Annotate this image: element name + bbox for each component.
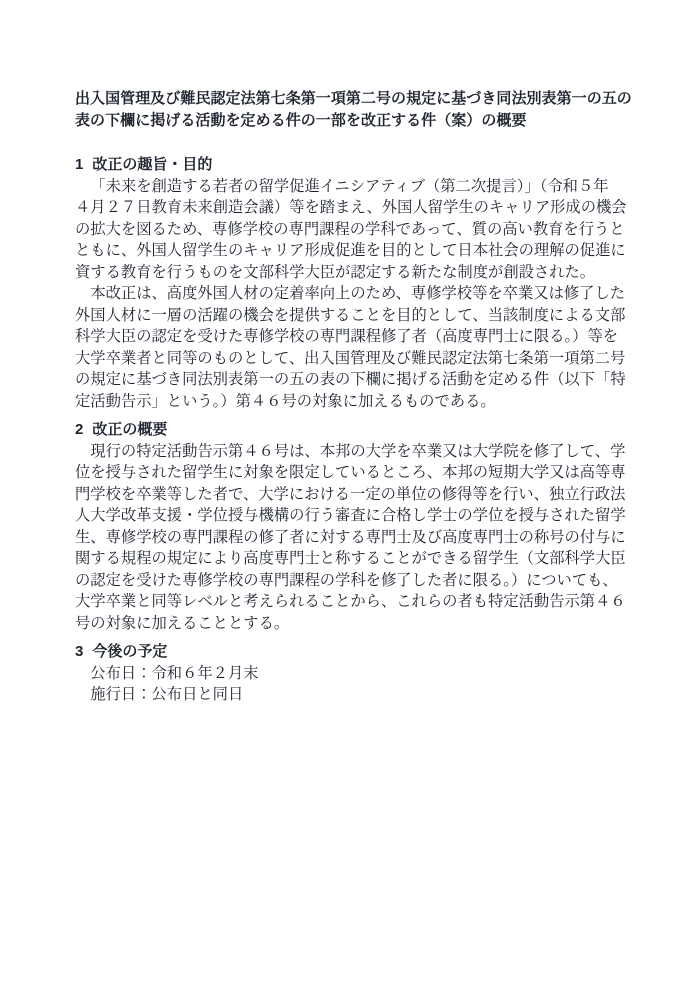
text-line: ともに、外国人留学生のキャリア形成促進を目的として日本社会の理解の促進に [75, 242, 626, 259]
paragraph [75, 176, 630, 284]
title-line: 出入国管理及び難民認定法第七条第一項第二号の規定に基づき同法別表第一の五の [75, 90, 632, 107]
text-line: 「未来を創造する若者の留学促進イニシアティブ（第二次提言）」（令和５年 [90, 177, 609, 195]
text-line: 位を授与された留学生に対象を限定しているところ、本邦の短期大学又は高等専 [75, 464, 626, 481]
section-number: 1 [75, 156, 84, 173]
section-1 [75, 154, 630, 412]
section-heading-label: 改正の趣旨・目的 [92, 156, 213, 173]
text-line: の拡大を図るため、専修学校の専門課程の学科であって、質の高い教育を行うと [75, 220, 625, 238]
text-line: 公布日：令和６年２月末 [90, 664, 259, 682]
text-line: ４月２７日教育未来創造会議）等を踏まえ、外国人留学生のキャリア形成の機会 [75, 199, 627, 216]
document-title [75, 88, 630, 132]
text-line: 大学卒業者と同等のものとして、出入国管理及び難民認定法第七条第一項第二号 [75, 349, 626, 367]
text-line: 定活動告示」という。）第４６号の対象に加えるものである。 [75, 392, 496, 410]
text-line: 科学大臣の認定を受けた専修学校の専門課程修了者（高度専門士に限る。）等を [75, 328, 619, 345]
text-line: 資する教育を行うものを文部科学大臣が認定する新たな制度が創設された。 [75, 263, 596, 281]
text-line: 本改正は、高度外国人材の定着率向上のため、専修学校等を卒業又は修了した [90, 285, 626, 302]
text-line: 大学卒業と同等レベルと考えられることから、これらの者も特定活動告示第４６ [75, 593, 626, 610]
text-line: の認定を受けた専修学校の専門課程の学科を修了した者に限る。）についても、 [75, 571, 618, 589]
sections-container [75, 154, 630, 706]
section-heading-label: 今後の予定 [92, 643, 168, 660]
text-line: の規定に基づき同法別表第一の五の表の下欄に掲げる活動を定める件（以下「特 [75, 371, 626, 388]
title-line: 表の下欄に掲げる活動を定める件の一部を改正する件（案）の概要 [75, 112, 527, 129]
paragraph [75, 441, 630, 635]
text-line: 外国人材に一層の活躍の機会を提供することを目的として、当該制度による文部 [75, 306, 626, 324]
section-number: 2 [75, 421, 84, 438]
section-3 [75, 641, 630, 706]
section-heading [75, 419, 630, 441]
section-2 [75, 419, 630, 634]
text-line: 号の対象に加えることとする。 [75, 614, 290, 632]
text-line: 人大学改革支援・学位授与機構の行う審査に合格し学士の学位を授与された留学 [75, 507, 626, 524]
section-heading [75, 641, 630, 663]
section-heading-label: 改正の概要 [92, 421, 168, 438]
text-line: 現行の特定活動告示第４６号は、本邦の大学を卒業又は大学院を修了して、学 [90, 442, 626, 460]
text-line: 門学校を卒業等した者で、大学における一定の単位の修得等を行い、独立行政法 [75, 485, 626, 503]
section-number: 3 [75, 643, 84, 660]
section-heading [75, 154, 630, 176]
paragraph [75, 663, 630, 706]
paragraph [75, 283, 630, 412]
text-line: 生、専修学校の専門課程の修了者に対する専門士及び高度専門士の称号の付与に [75, 528, 626, 546]
text-line: 施行日：公布日と同日 [90, 686, 244, 703]
text-line: 関する規程の規定により高度専門士と称することができる留学生（文部科学大臣 [75, 550, 626, 567]
